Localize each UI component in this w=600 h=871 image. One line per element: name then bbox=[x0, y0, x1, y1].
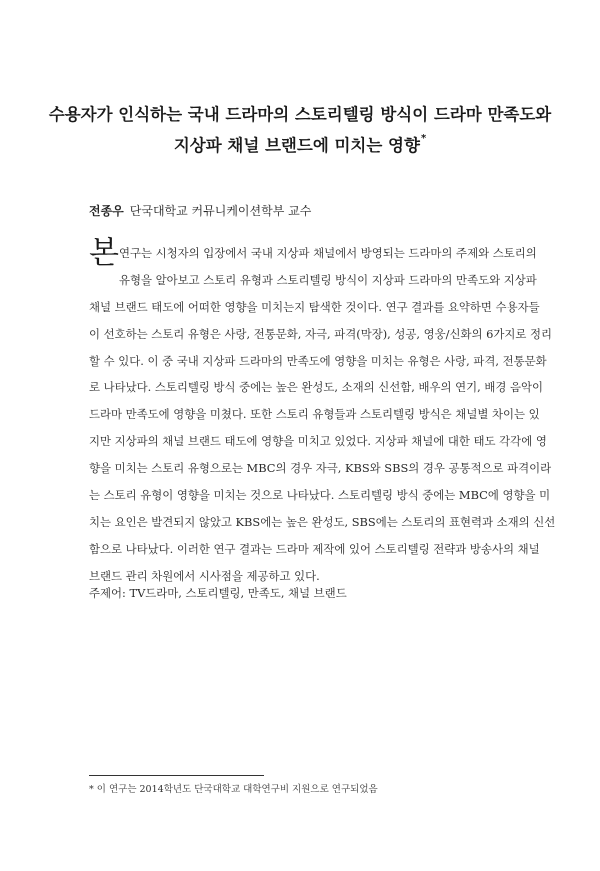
abstract-line: 유형을 알아보고 스토리 유형과 스토리텔링 방식이 지상파 드라마의 만족도와 지상파 bbox=[119, 272, 537, 287]
footnote-divider bbox=[89, 775, 264, 776]
abstract-line: 이 선호하는 스토리 유형은 사랑, 전통문화, 자극, 파격(막장), 성공, 영웅/신화의 6가지로 정리 bbox=[89, 326, 553, 341]
abstract-drop-cap: 본 bbox=[89, 235, 119, 271]
title-footnote-mark: * bbox=[420, 133, 427, 144]
author-name: 전종우 bbox=[89, 204, 124, 218]
abstract-line: 치는 요인은 발견되지 않았고 KBS에는 높은 완성도, SBS에는 스토리의 표현력과 소재의 신선 bbox=[89, 514, 556, 529]
abstract-line: 브랜드 관리 차원에서 시사점을 제공하고 있다. bbox=[89, 568, 320, 583]
author-line bbox=[89, 202, 311, 219]
abstract-line: 드라마 만족도에 영향을 미쳤다. 또한 스토리 유형들과 스토리텔링 방식은 채널별 차이는 있 bbox=[89, 407, 540, 422]
abstract-line: 로 나타났다. 스토리텔링 방식 중에는 높은 완성도, 소재의 신선함, 배우의 연기, 배경 음악이 bbox=[89, 380, 544, 395]
abstract-line: 지만 지상파의 채널 브랜드 태도에 영향을 미치고 있었다. 지상파 채널에 대한 태도 각각에 영 bbox=[89, 434, 547, 449]
keywords: 주제어: TV드라마, 스토리텔링, 만족도, 채널 브랜드 bbox=[89, 586, 347, 600]
abstract bbox=[89, 235, 556, 590]
abstract-line: 함으로 나타났다. 이러한 연구 결과는 드라마 제작에 있어 스토리텔링 전략과 방송사의 채널 bbox=[89, 541, 540, 556]
paper-title-line-1: 수용자가 인식하는 국내 드라마의 스토리텔링 방식이 드라마 만족도와 bbox=[48, 105, 552, 124]
footnote: * 이 연구는 2014학년도 단국대학교 대학연구비 지원으로 연구되었음 bbox=[89, 784, 378, 795]
abstract-line: 할 수 있다. 이 중 국내 지상파 드라마의 만족도에 영향을 미치는 유형은 사랑, 파격, 전통문화 bbox=[89, 353, 547, 368]
abstract-line: 향을 미치는 스토리 유형으로는 MBC의 경우 자극, KBS와 SBS의 경우 공통적으로 파격이라 bbox=[89, 461, 552, 476]
paper-title-line-2 bbox=[40, 133, 560, 155]
abstract-line: 채널 브랜드 태도에 어떠한 영향을 미치는지 탐색한 것이다. 연구 결과를 요약하면 수용자들 bbox=[89, 299, 540, 314]
paper-title-line-2-text: 지상파 채널 브랜드에 미치는 영향 bbox=[173, 136, 420, 155]
abstract-line: 는 스토리 유형이 영향을 미치는 것으로 나타났다. 스토리텔링 방식 중에는 MBC에 영향을 미 bbox=[89, 488, 551, 503]
abstract-line: 연구는 시청자의 입장에서 국내 지상파 채널에서 방영되는 드라마의 주제와 스토리의 bbox=[119, 246, 537, 260]
author-affiliation: 단국대학교 커뮤니케이션학부 교수 bbox=[129, 204, 312, 218]
